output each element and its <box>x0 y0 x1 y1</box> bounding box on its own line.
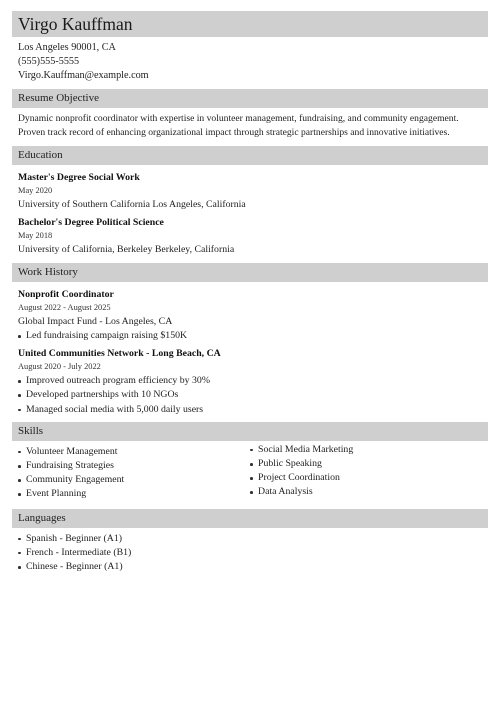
skill-item: Public Speaking <box>250 457 482 471</box>
languages-list <box>18 532 482 575</box>
job-bullet: Managed social media with 5,000 daily users <box>18 403 482 417</box>
degree-date: May 2020 <box>18 186 53 195</box>
name-header <box>12 11 488 37</box>
languages-heading <box>12 509 488 528</box>
education-heading-text: Education <box>18 149 63 161</box>
contact-address: Los Angeles 90001, CA <box>18 42 116 53</box>
skills-heading <box>12 422 488 441</box>
education-entry <box>18 216 482 257</box>
skill-item: Fundraising Strategies <box>18 459 250 473</box>
skills-list <box>18 441 482 502</box>
work-entry <box>18 347 482 417</box>
skill-item: Community Engagement <box>18 473 250 487</box>
objective-heading-text: Resume Objective <box>18 92 99 104</box>
objective-heading <box>12 89 488 108</box>
job-bullets <box>18 374 482 417</box>
degree-title: Master's Degree Social Work <box>18 172 140 183</box>
job-bullet: Improved outreach program efficiency by 30% <box>18 374 482 388</box>
skills-column-left <box>18 445 250 502</box>
school-name: University of California, Berkeley Berkeley, California <box>18 244 235 255</box>
skills-column-right <box>250 443 482 502</box>
skills-heading-text: Skills <box>18 424 44 437</box>
job-bullet: Led fundraising campaign raising $150K <box>18 329 482 343</box>
job-bullets <box>18 329 482 343</box>
contact-email: Virgo.Kauffman@example.com <box>18 70 149 81</box>
languages-heading-text: Languages <box>18 511 66 524</box>
skill-item: Event Planning <box>18 487 250 501</box>
contact-info <box>12 37 488 83</box>
language-item: French - Intermediate (B1) <box>18 546 482 560</box>
work-history-heading-text: Work History <box>18 266 78 278</box>
candidate-name: Virgo Kauffman <box>18 14 133 34</box>
job-bullet: Developed partnerships with 10 NGOs <box>18 388 482 402</box>
skill-item: Data Analysis <box>250 485 482 499</box>
school-name: University of Southern California Los Angeles, California <box>18 199 246 210</box>
job-company: Global Impact Fund - Los Angeles, CA <box>18 316 173 327</box>
work-history-heading <box>12 263 488 282</box>
skill-item: Project Coordination <box>250 471 482 485</box>
job-title: United Communities Network - Long Beach, CA <box>18 348 221 360</box>
education-heading <box>12 146 488 165</box>
skill-item: Volunteer Management <box>18 445 250 459</box>
degree-title: Bachelor's Degree Political Science <box>18 217 164 228</box>
job-title: Nonprofit Coordinator <box>18 289 114 300</box>
job-date: August 2022 - August 2025 <box>18 303 111 312</box>
work-entry <box>18 288 482 343</box>
skill-item: Social Media Marketing <box>250 443 482 457</box>
degree-date: May 2018 <box>18 231 53 240</box>
language-item: Spanish - Beginner (A1) <box>18 532 482 546</box>
language-item: Chinese - Beginner (A1) <box>18 560 482 574</box>
job-date: August 2020 - July 2022 <box>18 362 101 372</box>
objective-text: Dynamic nonprofit coordinator with expertise in volunteer management, fundraising, and community engagement. Proven track record of enhancing organizational impact through strategic partnerships and innovative initiatives. <box>18 113 459 138</box>
contact-phone: (555)555-5555 <box>18 56 80 67</box>
education-entry <box>18 171 482 212</box>
